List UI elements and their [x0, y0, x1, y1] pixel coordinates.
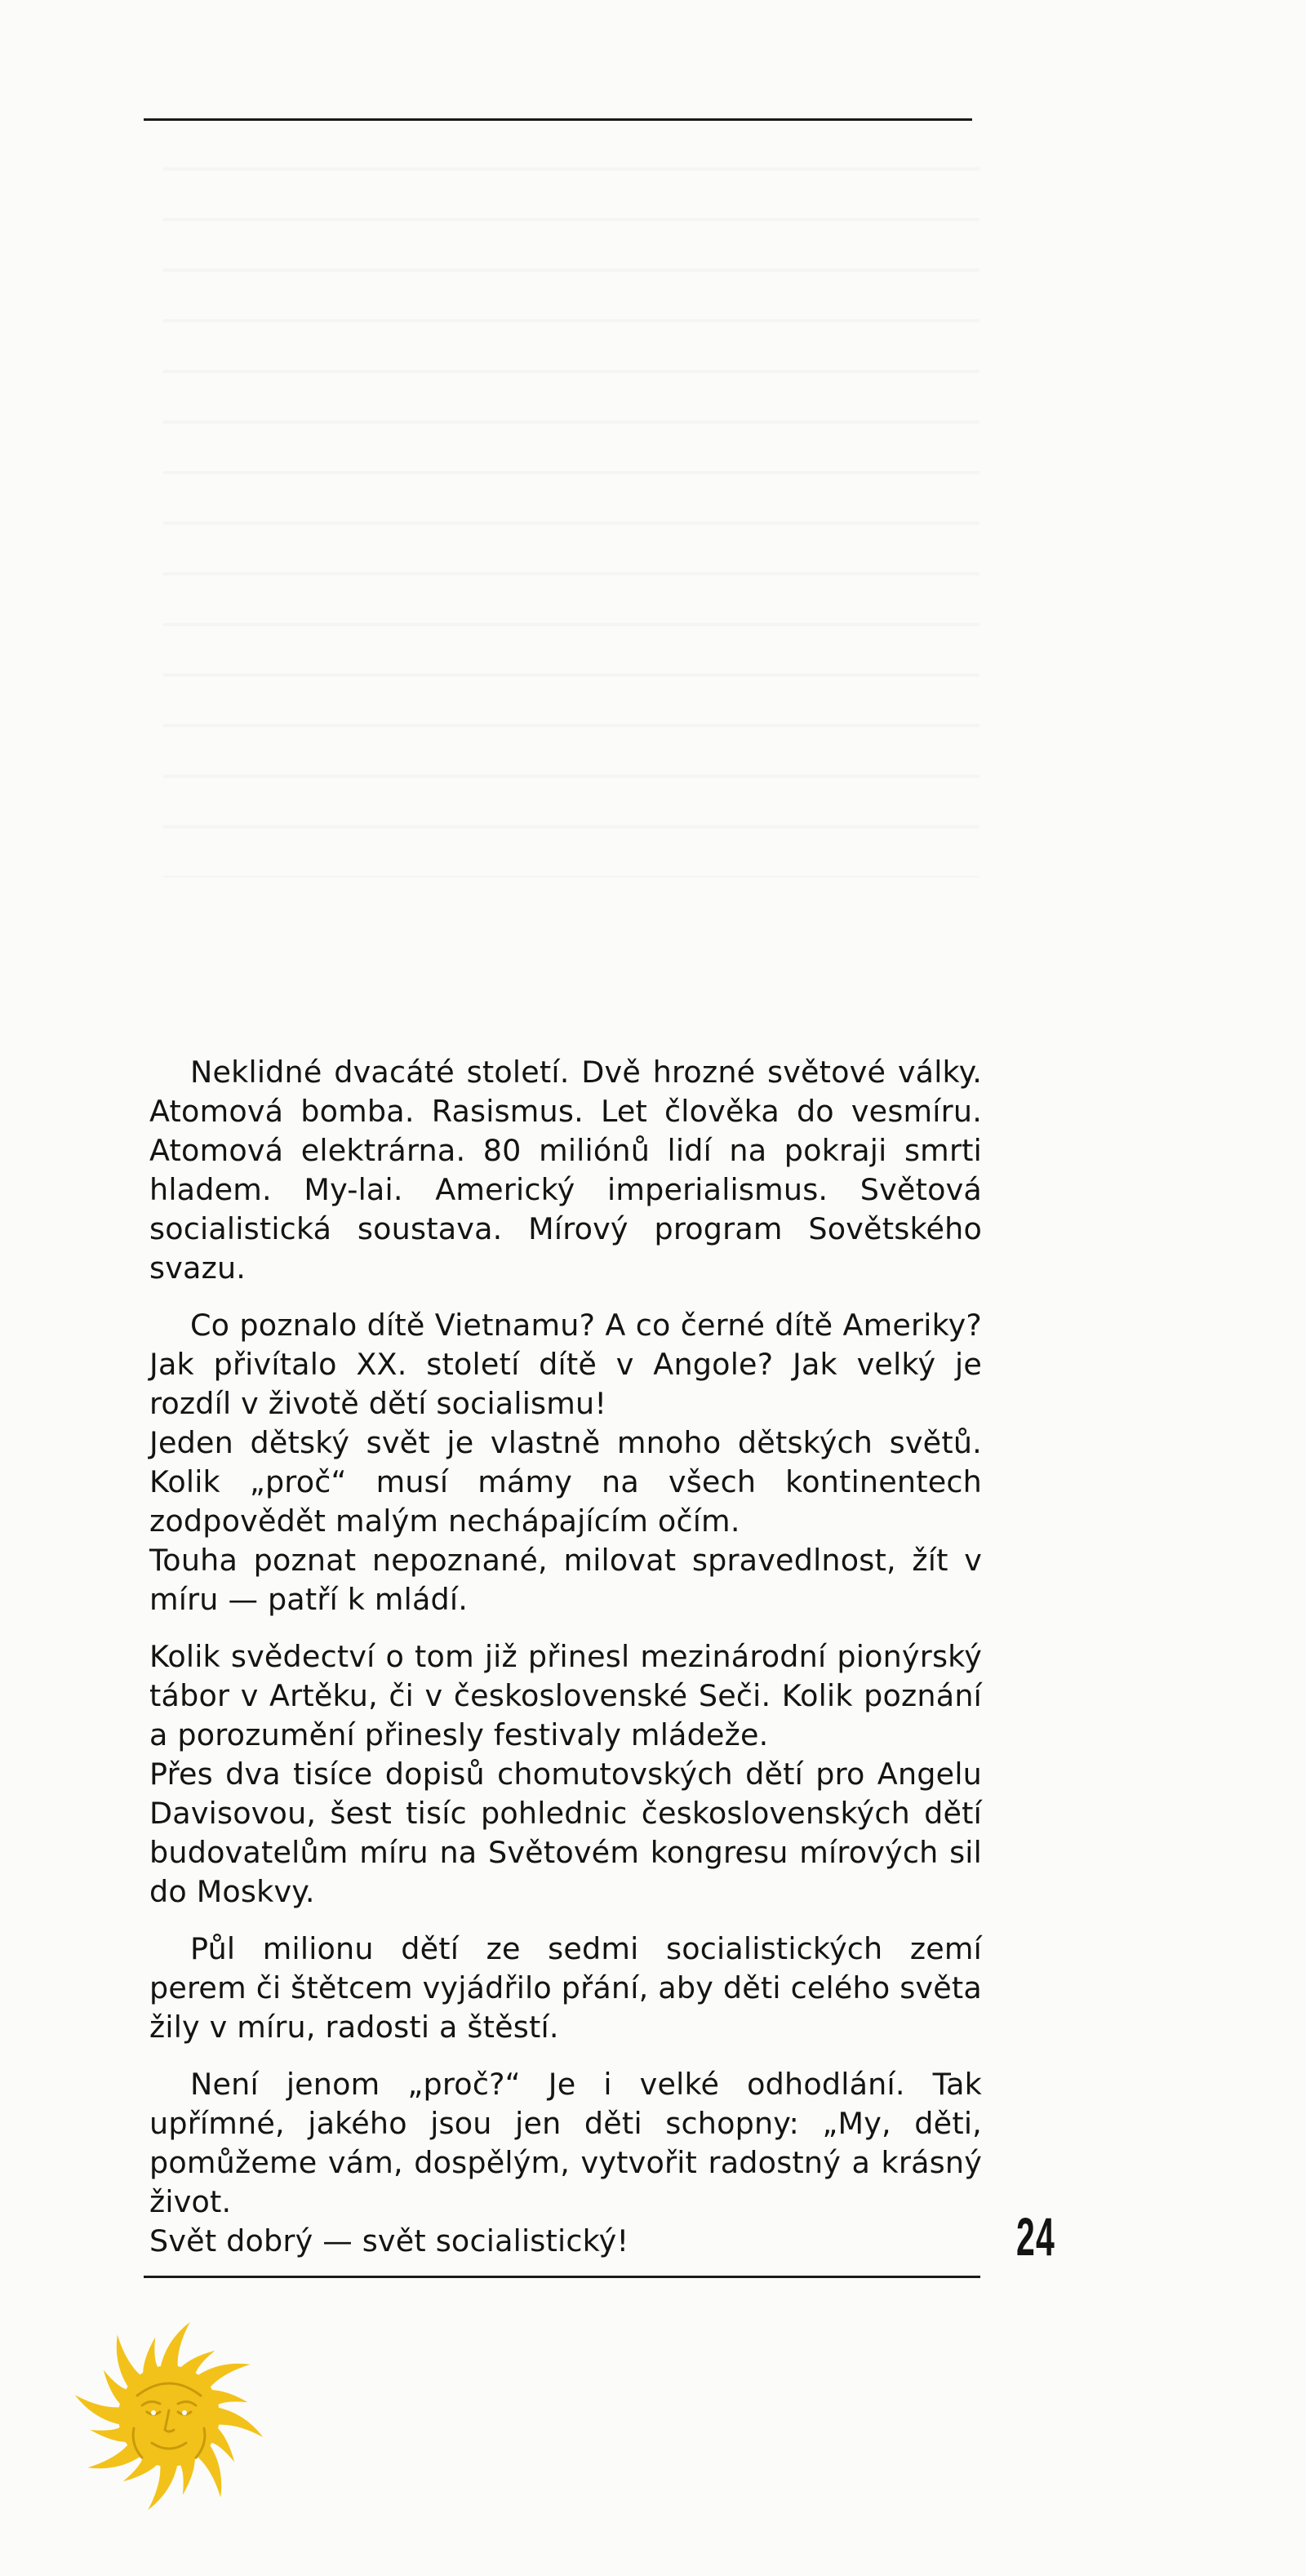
- paragraph-3: Jeden dětský svět je vlastně mnoho dětských světů. Kolik „proč“ musí mámy na všech kontinentech zodpovědět malým nechápajícím očím.: [149, 1425, 982, 1539]
- sun-ray: [75, 2395, 122, 2425]
- sun-ray: [148, 2463, 178, 2510]
- body-text: [149, 1053, 982, 2261]
- sun-ray: [215, 2407, 263, 2437]
- paragraph-1: Neklidné dvacáté století. Dvě hrozné světové války. Atomová bomba. Rasismus. Let člověka do vesmíru. Atomová elektrárna. 80 miliónů lidí na pokraji smrti hladem. My-lai. Americký imperialismus. Světová socialistická soustava. Mírový program Sovětského svazu.: [149, 1055, 982, 1286]
- paragraph-9: Svět dobrý — svět socialistický!: [149, 2223, 629, 2258]
- paragraph-7: Půl milionu dětí ze sedmi socialistických zemí perem či štětcem vyjádřilo přání, aby děti celého světa žily v míru, radosti a štěstí.: [149, 1931, 982, 2045]
- page-number: 24: [1016, 2206, 1056, 2267]
- sun-ray: [160, 2322, 190, 2369]
- paragraph-2: Co poznalo dítě Vietnamu? A co černé dítě Ameriky? Jak přivítalo XX. století dítě v Angole? Jak velký je rozdíl v životě dětí socialismu!: [149, 1308, 982, 1421]
- sun-face-icon: [67, 2314, 271, 2518]
- show-through-texture: [163, 143, 980, 877]
- paragraph-6: Přes dva tisíce dopisů chomutovských dětí pro Angelu Davisovou, šest tisíc pohlednic československých dětí budovatelům míru na Světovém kongresu mírových sil do Moskvy.: [149, 1757, 982, 1909]
- bottom-rule: [144, 2276, 980, 2278]
- paragraph-8: Není jenom „proč?“ Je i velké odhodlání. Tak upřímné, jakého jsou jen děti schopny: „My, děti, pomůžeme vám, dospělým, vytvořit radostný a krásný život.: [149, 2067, 982, 2219]
- paragraph-5: Kolik svědectví o tom již přinesl mezinárodní pionýrský tábor v Artěku, či v československé Seči. Kolik poznání a porozumění přinesly festivaly mládeže.: [149, 1639, 982, 1752]
- paragraph-4: Touha poznat nepoznané, milovat spravedlnost, žít v míru — patří k mládí.: [149, 1543, 982, 1617]
- top-rule: [144, 118, 972, 121]
